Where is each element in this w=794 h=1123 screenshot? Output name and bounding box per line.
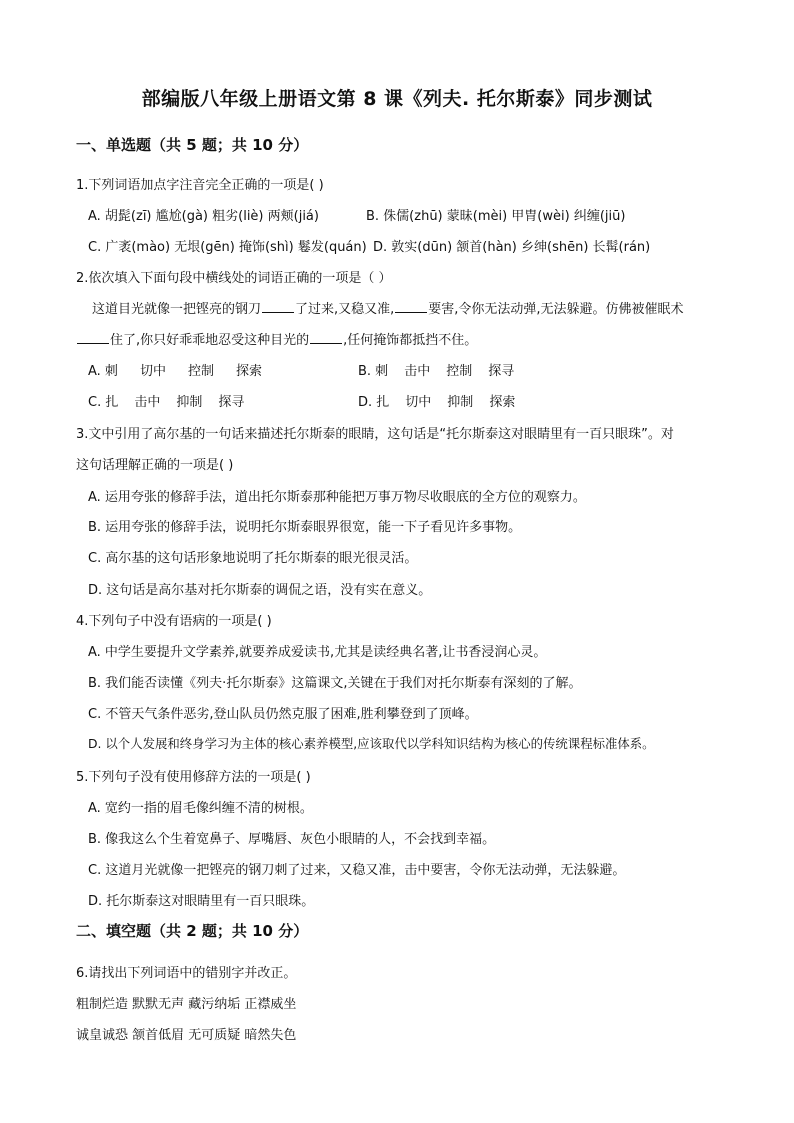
section-heading-single-choice: 一、单选题（共 5 题；共 10 分）: [76, 136, 309, 154]
question-2-option-c: C. 扎 击中 抑制 探寻: [88, 395, 245, 410]
question-4-stem: 4.下列句子中没有语病的一项是( ): [76, 614, 272, 629]
question-5-option-b: B. 像我这么个生着宽鼻子、厚嘴唇、灰色小眼睛的人，不会找到幸福。: [88, 832, 496, 847]
question-2-option-b: B. 刺 击中 控制 探寻: [358, 364, 515, 379]
section-heading-fill-in: 二、填空题（共 2 题；共 10 分）: [76, 922, 309, 940]
page-title: 部编版八年级上册语文第 8 课《列夫. 托尔斯泰》同步测试: [141, 88, 653, 110]
blank-2: [395, 300, 427, 313]
blank-4: [310, 331, 342, 344]
question-5-option-d: D. 托尔斯泰这对眼睛里有一百只眼珠。: [88, 894, 315, 909]
question-2-stem: 2.依次填入下面句段中横线处的词语正确的一项是（ ）: [76, 271, 392, 286]
question-3-option-d: D. 这句话是高尔基对托尔斯泰的调侃之语，没有实在意义。: [88, 583, 432, 598]
question-5-option-a: A. 宽约一指的眉毛像纠缠不清的树根。: [88, 801, 313, 816]
question-1-option-b: B. 侏儒(zhū) 蒙昧(mèi) 甲胄(wèi) 纠缠(jiū): [366, 209, 626, 224]
blank-1: [262, 300, 294, 313]
question-1-stem: 1.下列词语加点字注音完全正确的一项是( ): [76, 178, 324, 193]
question-4-option-b: B. 我们能否读懂《列夫·托尔斯泰》这篇课文,关键在于我们对托尔斯泰有深刻的了解。: [88, 676, 582, 691]
question-4-option-a: A. 中学生要提升文学素养,就要养成爱读书,尤其是读经典名著,让书香浸润心灵。: [88, 645, 547, 660]
question-3-stem-line-1: 3.文中引用了高尔基的一句话来描述托尔斯泰的眼睛，这句话是“托尔斯泰这对眼睛里有一百只眼珠”。对: [76, 427, 674, 442]
question-1-option-c: C. 广袤(mào) 无垠(gēn) 掩饰(shì) 鬈发(quán): [88, 240, 367, 255]
question-6-words-line-1: 粗制烂造 默默无声 藏污纳垢 正襟威坐: [76, 997, 297, 1012]
question-6-words-line-2: 诚皇诚恐 颔首低眉 无可质疑 暗然失色: [76, 1028, 297, 1043]
question-6-stem: 6.请找出下列词语中的错别字并改正。: [76, 966, 297, 981]
question-2-passage-line-1: 这道目光就像一把铿亮的钢刀 了过来,又稳又准, 要害,令你无法动弹,无法躲避。仿佛被催眠术: [92, 302, 684, 317]
question-5-option-c: C. 这道月光就像一把铿亮的钢刀刺了过来，又稳又准，击中要害，令你无法动弹，无法躲避。: [88, 863, 626, 878]
question-2-passage-line-2: 住了,你只好乖乖地忍受这种目光的 ,任何掩饰都抵挡不住。: [76, 329, 477, 348]
question-2-option-a: A. 刺 切中 控制 探索: [88, 364, 262, 379]
question-1-option-a: A. 胡髭(zī) 尴尬(gà) 粗劣(liè) 两颊(jiá): [88, 209, 319, 224]
blank-3: [77, 331, 109, 344]
question-1-option-d: D. 敦实(dūn) 颔首(hàn) 乡绅(shēn) 长髯(rán): [373, 240, 651, 255]
question-3-option-c: C. 高尔基的这句话形象地说明了托尔斯泰的眼光很灵活。: [88, 551, 418, 566]
question-4-option-c: C. 不管天气条件恶劣,登山队员仍然克服了困难,胜利攀登到了顶峰。: [88, 707, 478, 722]
question-3-option-b: B. 运用夸张的修辞手法，说明托尔斯泰眼界很宽，能一下子看见许多事物。: [88, 520, 522, 535]
question-3-stem-line-2: 这句话理解正确的一项是( ): [76, 458, 234, 473]
question-4-option-d: D. 以个人发展和终身学习为主体的核心素养模型,应该取代以学科知识结构为核心的传统课程标准体系。: [88, 736, 655, 751]
question-3-option-a: A. 运用夸张的修辞手法，道出托尔斯泰那种能把万事万物尽收眼底的全方位的观察力。: [88, 490, 586, 505]
question-5-stem: 5.下列句子没有使用修辞方法的一项是( ): [76, 770, 311, 785]
question-2-option-d: D. 扎 切中 抑制 探索: [358, 395, 516, 410]
